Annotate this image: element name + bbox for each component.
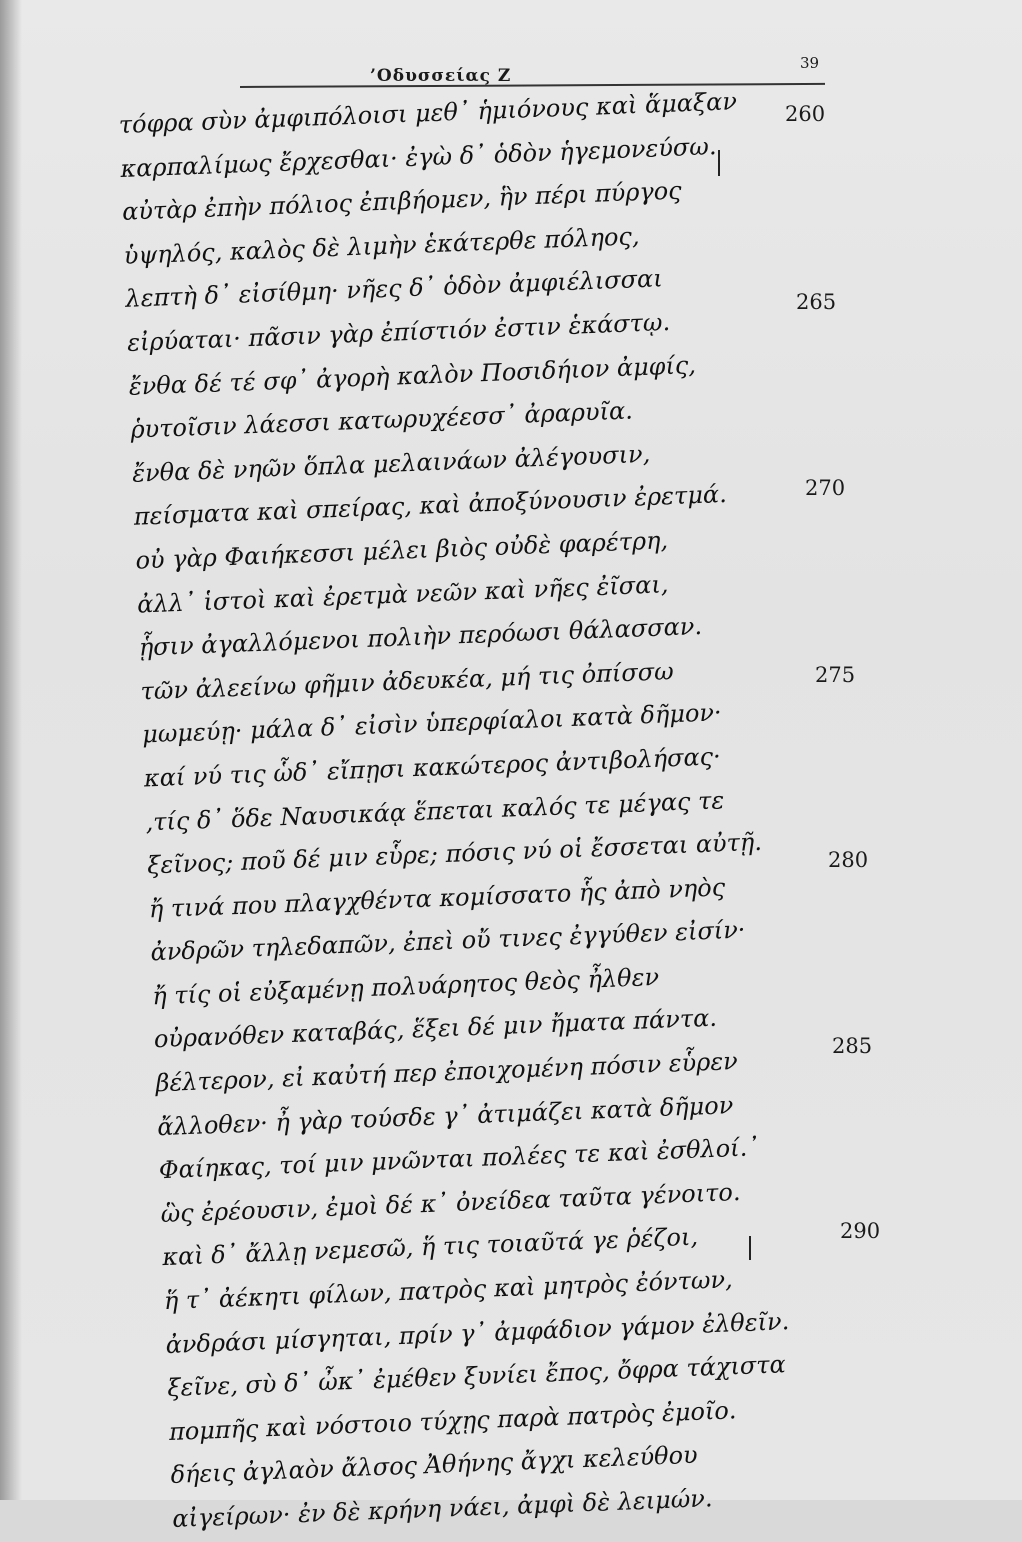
verse-line: λεπτὴ δ᾽ εἰσίθμη· νῆες δ᾽ ὁδὸν ἀμφιέλισσαι xyxy=(124,264,664,314)
line-number-260: 260 xyxy=(785,102,826,126)
verse-line: αἰγείρων· ἐν δὲ κρήνη νάει, ἀμφὶ δὲ λειμών. xyxy=(171,1484,713,1533)
verse-line: ἔνθα δὲ νηῶν ὅπλα μελαινάων ἀλέγουσιν, xyxy=(131,439,651,488)
verse-line: ἀνδρῶν τηλεδαπῶν, ἐπεὶ οὔ τινες ἐγγύθεν εἰσίν· xyxy=(150,915,746,967)
verse-line: πείσματα καὶ σπείρας, καὶ ἀποξύνουσιν ἐρετμά. xyxy=(133,480,728,532)
pencil-mark xyxy=(718,150,720,176)
verse-line: ,τίς δ᾽ ὅδε Ναυσικάᾳ ἕπεται καλός τε μέγας τε xyxy=(145,785,725,836)
verse-line: ξεῖνε, σὺ δ᾽ ὦκ᾽ ἐμέθεν ξυνίει ἔπος, ὄφρα τάχιστα xyxy=(166,1350,787,1403)
verse-line: ῥυτοῖσιν λάεσσι κατωρυχέεσσ᾽ ἀραρυῖα. xyxy=(129,396,634,444)
page-number: 39 xyxy=(800,54,820,72)
verse-line: τόφρα σὺν ἀμφιπόλοισι μεθ᾽ ἡμιόνους καὶ ἅμαξαν xyxy=(118,87,738,139)
verse-list xyxy=(118,76,893,1541)
verse-line: βέλτερον, εἰ καὐτή περ ἐποιχομένη πόσιν εὗρεν xyxy=(155,1046,739,1098)
verse-line: αὐτὰρ ἐπὴν πόλιος ἐπιβήομεν, ἣν πέρι πύργος xyxy=(121,176,683,227)
verse-line: ᾗσιν ἀγαλλόμενοι πολιὴν περόωσι θάλασσαν. xyxy=(138,612,703,662)
verse-line: ἔνθα δέ τέ σφ᾽ ἀγορὴ καλὸν Ποσιδήιον ἀμφίς, xyxy=(128,350,697,401)
verse-line: καί νύ τις ὧδ᾽ εἴπῃσι κακώτερος ἀντιβολήσας· xyxy=(143,742,722,793)
verse-line: οὐρανόθεν καταβάς, ἕξει δέ μιν ἤματα πάντα. xyxy=(153,1004,718,1054)
verse-line: ἄλλοθεν· ἦ γὰρ τούσδε γ᾽ ἀτιμάζει κατὰ δῆμον xyxy=(156,1090,734,1141)
line-number-285: 285 xyxy=(832,1034,873,1058)
verse-line: ὣς ἐρέουσιν, ἐμοὶ δέ κ᾽ ὀνείδεα ταῦτα γένοιτο. xyxy=(160,1177,741,1229)
line-number-275: 275 xyxy=(815,663,856,687)
verse-line: ἀνδράσι μίσγηται, πρίν γ᾽ ἀμφάδιον γάμον ἐλθεῖν. xyxy=(165,1306,790,1359)
verse-line: ἤ τινά που πλαγχθέντα κομίσσατο ἧς ἀπὸ νηὸς xyxy=(148,872,726,924)
verse-line: ἤ τίς οἱ εὐξαμένῃ πολυάρητος θεὸς ἦλθεν xyxy=(151,962,660,1011)
verse-line: καρπαλίμως ἔρχεσθαι· ἐγὼ δ᾽ ὁδὸν ἡγεμονεύσω. xyxy=(119,131,717,183)
verse-line: πομπῆς καὶ νόστοιο τύχῃς παρὰ πατρὸς ἐμοῖο. xyxy=(168,1396,737,1446)
verse-line: Φαίηκας, τοί μιν μνῶνται πολέες τε καὶ ἐσθλοί.᾽ xyxy=(158,1133,760,1185)
verse-line: τῶν ἀλεείνω φῆμιν ἀδευκέα, μή τις ὀπίσσω xyxy=(140,656,675,706)
verse-line: καὶ δ᾽ ἄλλῃ νεμεσῶ, ἥ τις τοιαῦτά γε ῥέζοι, xyxy=(161,1223,699,1272)
verse-line: οὐ γὰρ Φαιήκεσσι μέλει βιὸς οὐδὲ φαρέτρη, xyxy=(135,526,669,575)
line-number-265: 265 xyxy=(796,290,837,314)
page-edge-shadow xyxy=(0,0,22,1500)
verse-line: μωμεύῃ· μάλα δ᾽ εἰσὶν ὑπερφίαλοι κατὰ δῆμον· xyxy=(141,698,723,749)
verse-line: ἀλλ᾽ ἱστοὶ καὶ ἐρετμὰ νεῶν καὶ νῆες ἐῖσαι, xyxy=(136,569,669,619)
verse-line: ξεῖνος; ποῦ δέ μιν εὗρε; πόσις νύ οἱ ἔσσεται αὐτῇ. xyxy=(146,827,763,880)
verse-line: εἰρύαται· πᾶσιν γὰρ ἐπίστιόν ἐστιν ἑκάστῳ. xyxy=(126,307,671,357)
verse-line: ὑψηλός, καλὸς δὲ λιμὴν ἑκάτερθε πόληος, xyxy=(123,221,640,270)
line-number-280: 280 xyxy=(828,848,869,872)
line-number-290: 290 xyxy=(840,1219,881,1243)
line-number-270: 270 xyxy=(805,476,846,500)
pencil-mark xyxy=(749,1236,751,1260)
verse-line: δήεις ἀγλαὸν ἄλσος Ἀθήνης ἄγχι κελεύθου xyxy=(170,1441,699,1490)
running-title: ’Οδυσσείας Ζ xyxy=(370,66,512,86)
verse-line: ἥ τ᾽ ἀέκητι φίλων, πατρὸς καὶ μητρὸς ἐόντων, xyxy=(163,1265,734,1316)
